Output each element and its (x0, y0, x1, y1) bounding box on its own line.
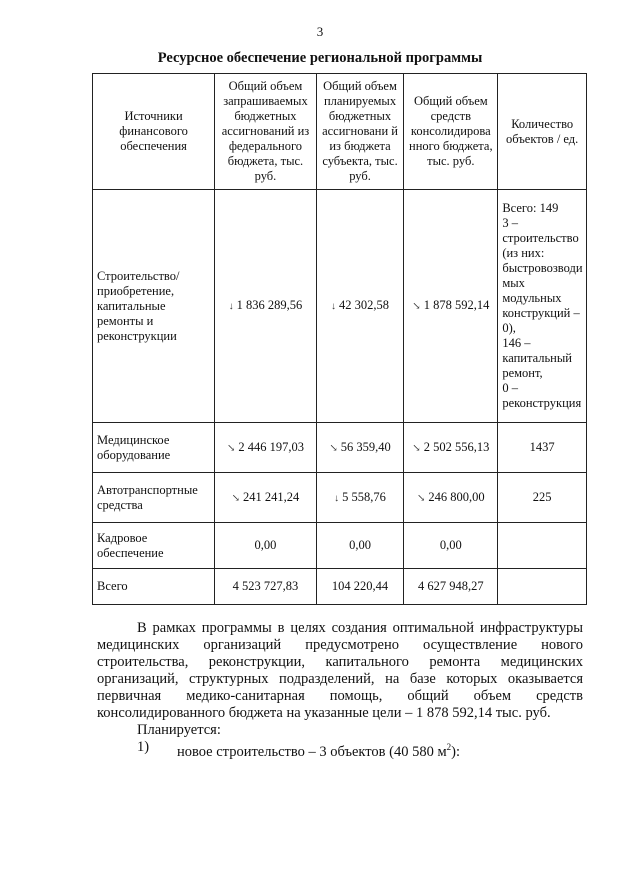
table-header-row (93, 74, 587, 190)
header-sources: Источники финансового обеспечения (93, 74, 215, 190)
table-row (93, 523, 587, 569)
row-source: Всего (93, 569, 215, 605)
body-paragraph: В рамках программы в целях создания оптимальной инфраструктуры медицинских организаций предусмотрено осуществление нового строительства, реконструкции, капитального ремонта медицинских организаций, структурных подразделений, на базе которых оказывается первичная медико-санитарная помощь, общий объем средств консолидированного бюджета на указанные цели – 1 878 592,14 тыс. руб. (97, 620, 583, 721)
list-item (97, 739, 583, 761)
list-item-number: 1) (137, 739, 150, 755)
planned-label: Планируется: (137, 722, 221, 738)
row-count: Всего: 149 3 – строительство (из них: быстровозводи мых модульных конструкций – 0), 146 – капитальный ремонт, 0 – реконструкция (498, 190, 587, 423)
row-federal: 4 523 727,83 (215, 569, 317, 605)
table-row (93, 190, 587, 423)
row-consolidated: ↘ 1 878 592,14 (404, 190, 498, 423)
header-federal: Общий объем запрашиваемых бюджетных ассигнований из федерального бюджета, тыс. руб. (215, 74, 317, 190)
list-item-text: новое строительство – 3 объектов (40 580 $м^2$): (177, 742, 461, 760)
row-count: 1437 (498, 423, 587, 473)
header-regional: Общий объем планируемых бюджетных ассигновани й из бюджета субъекта, тыс. руб. (316, 74, 404, 190)
table-row (93, 423, 587, 473)
row-consolidated: 4 627 948,27 (404, 569, 498, 605)
row-regional: ↓ 5 558,76 (316, 473, 404, 523)
table-row (93, 473, 587, 523)
check-mark-icon: ↓ (228, 301, 234, 312)
row-regional: 104 220,44 (316, 569, 404, 605)
row-source: Строительство/приобретение, капитальные ремонты и реконструкции (93, 190, 215, 423)
check-mark-icon: ↘ (416, 492, 426, 504)
header-count: Количество объектов / ед. (498, 74, 587, 190)
check-mark-icon: ↘ (226, 442, 236, 454)
row-count (498, 569, 587, 605)
row-count: 225 (498, 473, 587, 523)
document-title: Ресурсное обеспечение региональной программы (157, 50, 483, 66)
header-consolidated: Общий объем средств консолидирова нного бюджета, тыс. руб. (404, 74, 498, 190)
check-mark-icon: ↘ (412, 301, 421, 312)
row-regional: 0,00 (316, 523, 404, 569)
check-mark-icon: ↘ (329, 442, 338, 454)
body-text (97, 620, 583, 761)
row-source: Медицинское оборудование (93, 423, 215, 473)
row-regional: ↘ 56 359,40 (316, 423, 404, 473)
row-federal: ↓ 1 836 289,56 (215, 190, 317, 423)
row-count (498, 523, 587, 569)
row-federal: ↘ 2 446 197,03 (215, 423, 317, 473)
row-consolidated: ↘ 2 502 556,13 (404, 423, 498, 473)
row-federal: 0,00 (215, 523, 317, 569)
table-row-total (93, 569, 587, 605)
check-mark-icon: ↘ (231, 492, 241, 504)
page-number: 3 (316, 24, 324, 39)
check-mark-icon: ↘ (412, 442, 421, 454)
row-consolidated: 0,00 (404, 523, 498, 569)
row-federal: ↘ 241 241,24 (215, 473, 317, 523)
row-consolidated: ↘ 246 800,00 (404, 473, 498, 523)
row-source: Автотранспортные средства (93, 473, 215, 523)
row-regional: ↓ 42 302,58 (316, 190, 404, 423)
check-mark-icon: ↓ (334, 492, 340, 504)
resource-table (92, 73, 587, 605)
row-source: Кадровое обеспечение (93, 523, 215, 569)
check-mark-icon: ↓ (331, 301, 337, 312)
